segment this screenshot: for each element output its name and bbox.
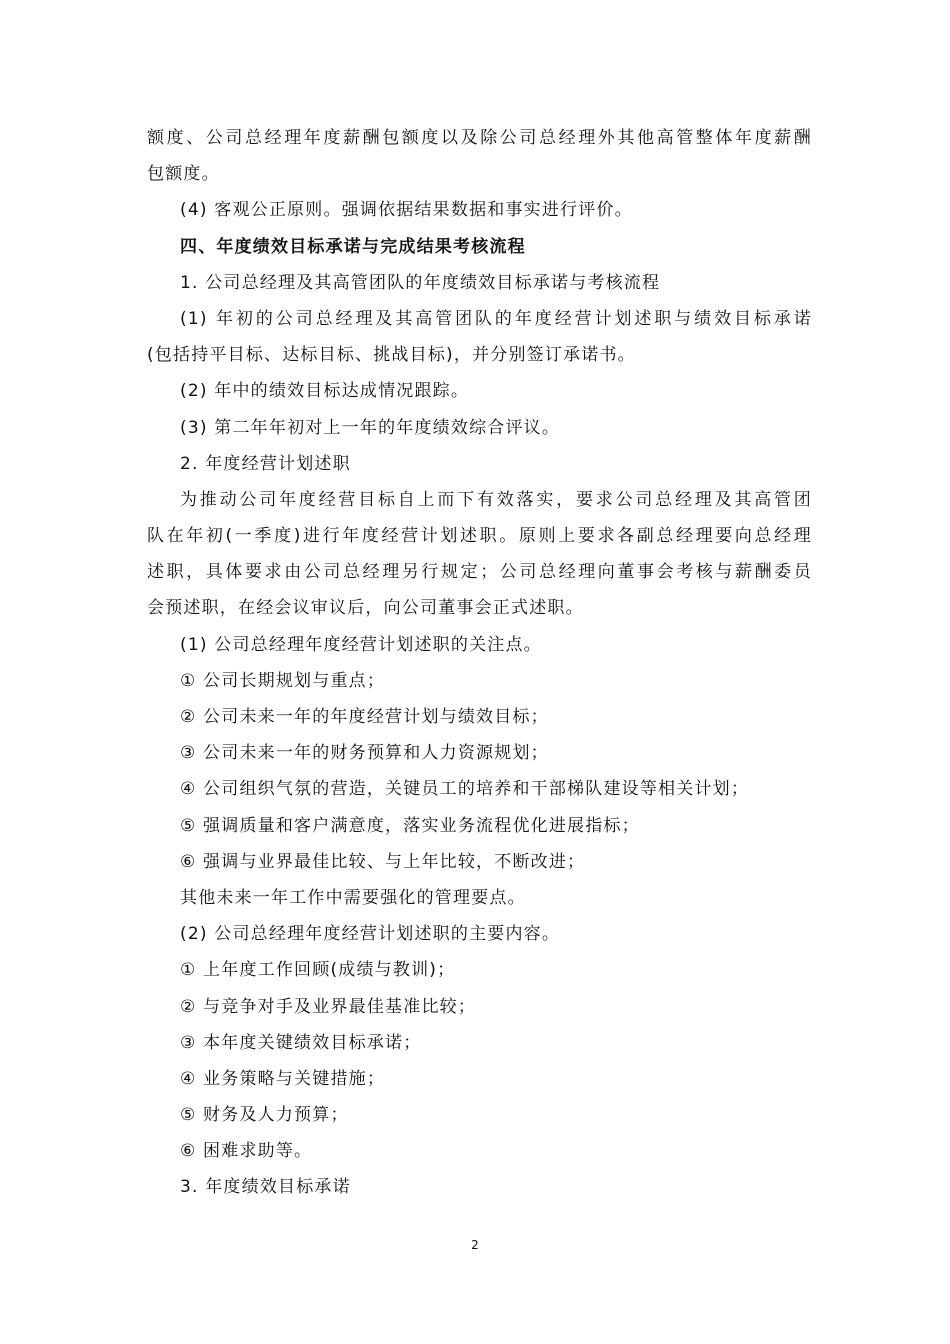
text-line: 额度、公司总经理年度薪酬包额度以及除公司总经理外其他高管整体年度薪酬 (147, 128, 812, 148)
text-line: 述职，具体要求由公司总经理另行规定；公司总经理向董事会考核与薪酬委员 (147, 562, 812, 583)
text-line: (1) 公司总经理年度经营计划述职的关注点。 (180, 634, 542, 655)
text-line: ⑤ 强调质量和客户满意度，落实业务流程优化进展指标； (180, 815, 640, 836)
text-line: 2. 年度经营计划述职 (180, 453, 351, 474)
text-line: (4) 客观公正原则。强调依据结果数据和事实进行评价。 (180, 200, 633, 221)
text-line: ⑤ 财务及人力预算； (180, 1105, 349, 1126)
text-line: 会预述职，在经会议审议后，向公司董事会正式述职。 (147, 598, 584, 619)
text-line: ⑥ 强调与业界最佳比较、与上年比较，不断改进； (180, 851, 586, 872)
text-line: ② 公司未来一年的年度经营计划与绩效目标； (180, 707, 549, 727)
text-line: 队在年初(一季度)进行年度经营计划述职。原则上要求各副总经理要向总经理 (147, 526, 812, 547)
text-line: ① 公司长期规划与重点； (180, 670, 386, 691)
text-line: 3. 年度绩效目标承诺 (180, 1177, 351, 1198)
text-line: 其他未来一年工作中需要强化的管理要点。 (180, 887, 526, 908)
text-line: ① 上年度工作回顾(成绩与教训)； (180, 960, 456, 981)
document-body (147, 120, 812, 1206)
text-line: (3) 第二年年初对上一年的年度绩效综合评议。 (180, 417, 561, 438)
text-line: ③ 本年度关键绩效目标承诺； (180, 1032, 422, 1053)
page-number: 2 (471, 1238, 479, 1252)
text-line: ④ 业务策略与关键措施； (180, 1068, 386, 1089)
text-line: 包额度。 (147, 164, 220, 185)
text-line: 为推动公司年度经营目标自上而下有效落实，要求公司总经理及其高管团 (180, 489, 812, 510)
text-line: 1. 公司总经理及其高管团队的年度绩效目标承诺与考核流程 (180, 272, 661, 293)
section-heading: 四、年度绩效目标承诺与完成结果考核流程 (180, 236, 526, 257)
text-line: ② 与竞争对手及业界最佳基准比较； (180, 996, 477, 1017)
text-line: (包括持平目标、达标目标、挑战目标)，并分别签订承诺书。 (147, 345, 636, 366)
text-line: (2) 年中的绩效目标达成情况跟踪。 (180, 381, 470, 402)
text-line: (1) 年初的公司总经理及其高管团队的年度经营计划述职与绩效目标承诺 (180, 308, 812, 329)
text-line: ⑥ 困难求助等。 (180, 1141, 313, 1162)
text-line: ③ 公司未来一年的财务预算和人力资源规划； (180, 743, 549, 764)
text-line: ④ 公司组织气氛的营造，关键员工的培养和干部梯队建设等相关计划； (180, 779, 750, 800)
text-line: (2) 公司总经理年度经营计划述职的主要内容。 (180, 924, 561, 945)
